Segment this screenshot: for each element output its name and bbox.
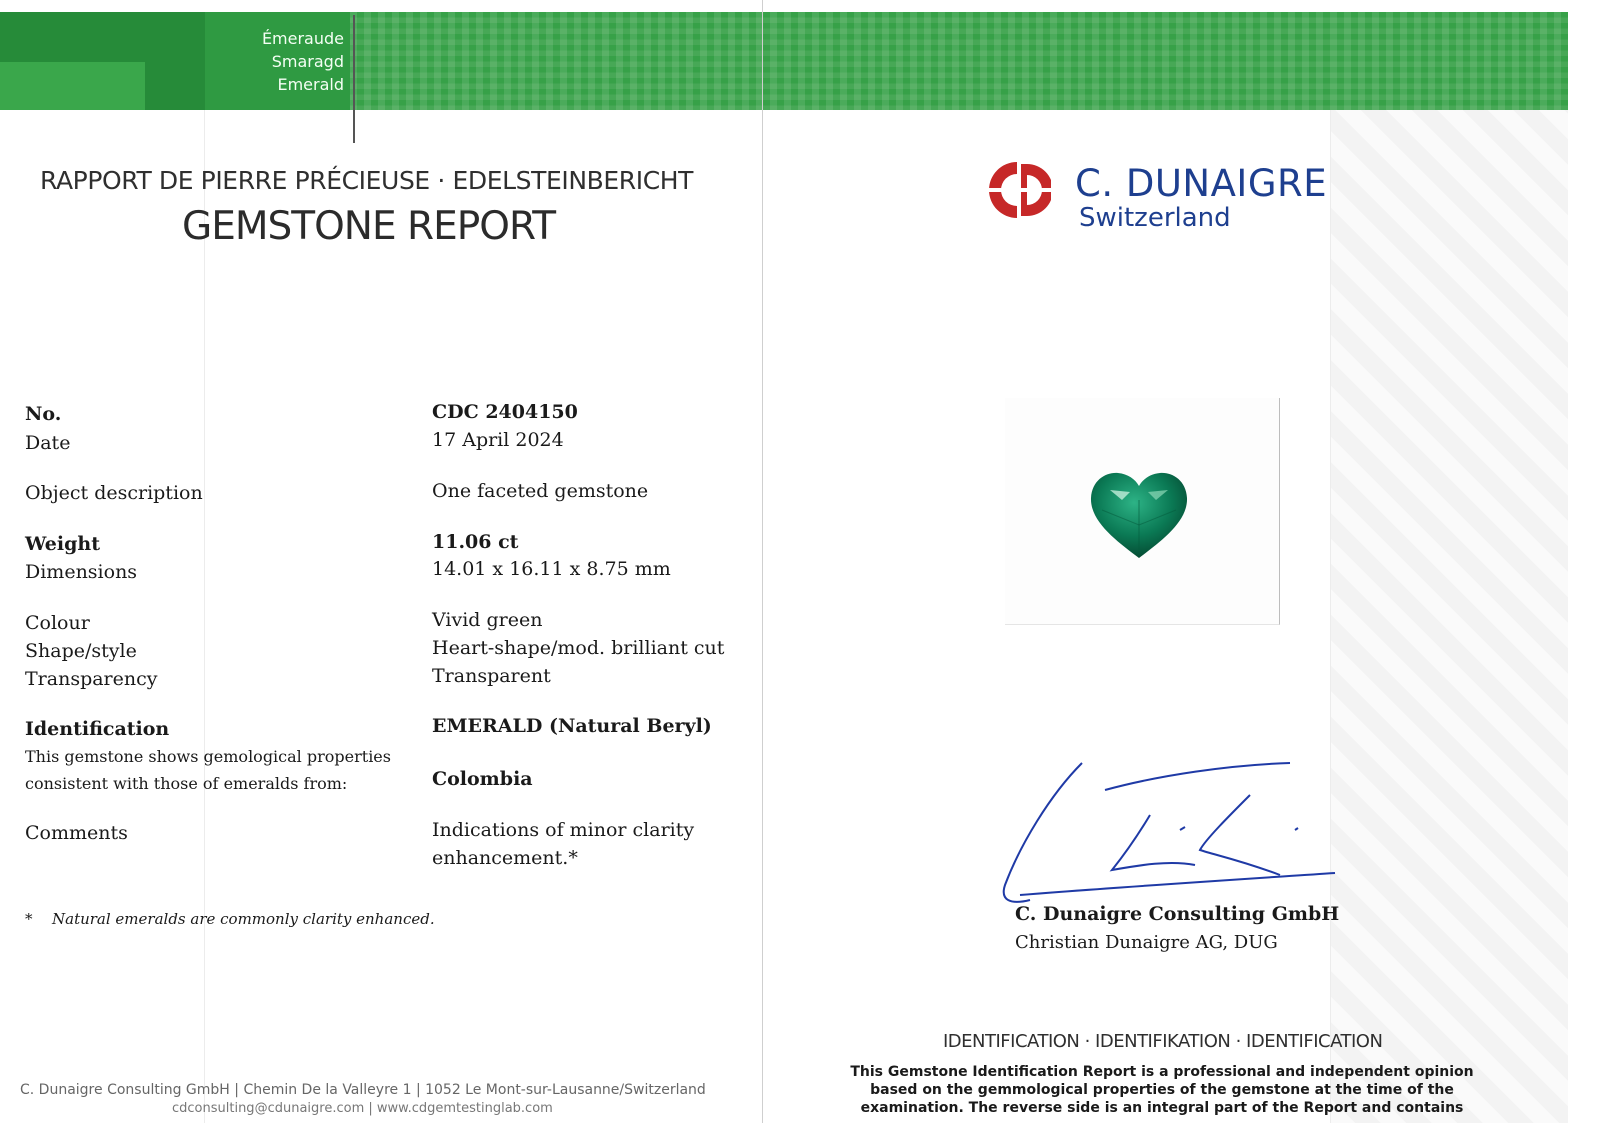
cd-logo-icon	[987, 160, 1051, 220]
footnote-text: Natural emeralds are commonly clarity enhanced.	[52, 910, 435, 928]
header-banner-panel-light	[0, 62, 145, 110]
comments-label: Comments	[25, 822, 128, 844]
disclaimer	[822, 1063, 1502, 1117]
shape-style-value: Heart-shape/mod. brilliant cut	[432, 637, 725, 659]
dimensions-value: 14.01 x 16.11 x 8.75 mm	[432, 558, 671, 580]
signatory-name: Christian Dunaigre AG, DUG	[1015, 932, 1278, 953]
origin-label-line1: This gemstone shows gemological properties	[25, 747, 391, 766]
comments-value-line2: enhancement.*	[432, 847, 578, 869]
banner-divider	[353, 15, 355, 143]
report-title: GEMSTONE REPORT	[182, 204, 556, 249]
object-description-label: Object description	[25, 482, 203, 504]
stone-name-en: Emerald	[277, 75, 344, 94]
no-value: CDC 2404150	[432, 401, 578, 423]
weight-value: 11.06 ct	[432, 531, 519, 553]
comments-value-line1: Indications of minor clarity	[432, 819, 695, 841]
stone-name-fr: Émeraude	[261, 29, 344, 48]
brand-country: Switzerland	[1079, 203, 1231, 233]
transparency-label: Transparency	[25, 668, 158, 690]
stone-names	[230, 27, 344, 96]
origin-value: Colombia	[432, 768, 533, 790]
handwritten-signature	[1000, 755, 1340, 920]
date-value: 17 April 2024	[432, 429, 564, 451]
column-rule-right	[1330, 110, 1331, 1123]
watermark-pattern	[1330, 110, 1568, 1123]
stone-name-de: Smaragd	[271, 52, 344, 71]
footnote-marker: *	[25, 910, 33, 928]
origin-label-line2: consistent with those of emeralds from:	[25, 774, 348, 793]
brand-name: C. DUNAIGRE	[1075, 162, 1328, 205]
no-label: No.	[25, 403, 62, 425]
footer-address: C. Dunaigre Consulting GmbH | Chemin De la Valleyre 1 | 1052 Le Mont-sur-Lausanne/Switzerland	[20, 1082, 706, 1098]
colour-label: Colour	[25, 612, 90, 634]
disclaimer-line3: examination. The reverse side is an integral part of the Report and contains	[860, 1100, 1464, 1116]
date-label: Date	[25, 432, 71, 454]
object-description-value: One faceted gemstone	[432, 480, 649, 502]
identification-label: Identification	[25, 718, 170, 740]
disclaimer-line1: This Gemstone Identification Report is a professional and independent opinion	[850, 1064, 1474, 1080]
identification-heading: IDENTIFICATION · IDENTIFIKATION · IDENTIFICATION	[943, 1031, 1383, 1052]
signatory-company: C. Dunaigre Consulting GmbH	[1015, 903, 1340, 925]
dimensions-label: Dimensions	[25, 561, 138, 583]
weight-label: Weight	[25, 533, 100, 555]
column-rule-left	[204, 110, 205, 1123]
emerald-heart-image	[1088, 470, 1190, 560]
disclaimer-line2: based on the gemmological properties of the gemstone at the time of the	[870, 1082, 1454, 1098]
shape-style-label: Shape/style	[25, 640, 137, 662]
report-title-multilingual: RAPPORT DE PIERRE PRÉCIEUSE · EDELSTEINBERICHT	[40, 166, 694, 195]
transparency-value: Transparent	[432, 665, 551, 687]
page-fold	[762, 0, 763, 1123]
footer-contact: cdconsulting@cdunaigre.com | www.cdgemtestinglab.com	[172, 1101, 553, 1116]
identification-value: EMERALD (Natural Beryl)	[432, 715, 712, 737]
colour-value: Vivid green	[432, 609, 543, 631]
